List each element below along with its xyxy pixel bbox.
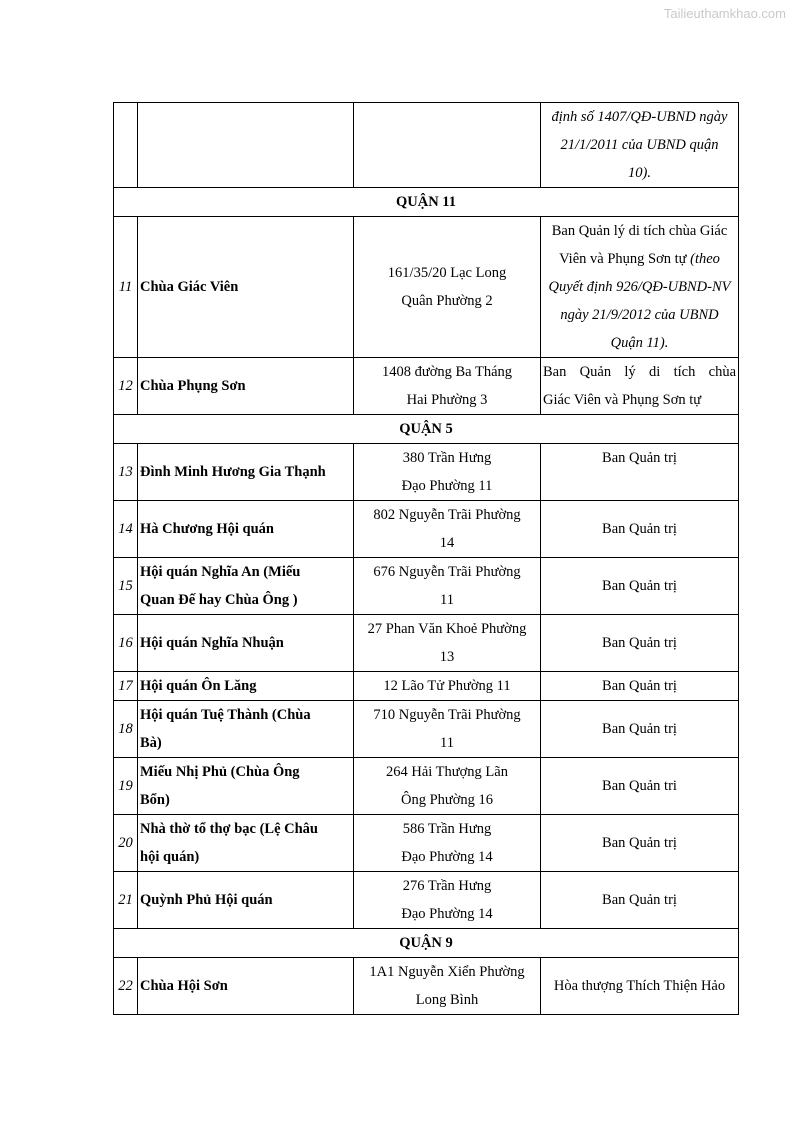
table-row [114, 103, 739, 188]
site-address: 264 Hải Thượng Lãn Ông Phường 16 [354, 758, 541, 815]
section-title: QUẬN 5 [114, 415, 739, 444]
management-note: Ban Quản trị [541, 615, 739, 672]
site-name: Hội quán Nghĩa An (Miếu Quan Đế hay Chùa Ông ) [138, 558, 354, 615]
site-name: Chùa Phụng Sơn [138, 358, 354, 415]
table-row [114, 701, 739, 758]
management-note: Ban Quản lý di tích chùa Giác Viên và Phụng Sơn tự (theo Quyết định 926/QĐ-UBND-NV ngày 21/9/2012 của UBND Quận 11). [541, 217, 739, 358]
site-address: 676 Nguyễn Trãi Phường 11 [354, 558, 541, 615]
site-address: 1408 đường Ba Tháng Hai Phường 3 [354, 358, 541, 415]
site-name: Hà Chương Hội quán [138, 501, 354, 558]
site-address: 710 Nguyễn Trãi Phường 11 [354, 701, 541, 758]
site-name: Đình Minh Hương Gia Thạnh [138, 444, 354, 501]
section-header [114, 415, 739, 444]
site-name: Chùa Giác Viên [138, 217, 354, 358]
row-number: 11 [114, 217, 138, 358]
table-row [114, 815, 739, 872]
table-row [114, 501, 739, 558]
row-number: 16 [114, 615, 138, 672]
site-address: 802 Nguyễn Trãi Phường 14 [354, 501, 541, 558]
watermark: Tailieuthamkhao.com [663, 6, 786, 21]
site-name: Hội quán Nghĩa Nhuận [138, 615, 354, 672]
table-row [114, 872, 739, 929]
row-number: 12 [114, 358, 138, 415]
row-number: 22 [114, 958, 138, 1015]
row-number: 19 [114, 758, 138, 815]
table-row [114, 672, 739, 701]
site-address: 161/35/20 Lạc Long Quân Phường 2 [354, 217, 541, 358]
row-number: 17 [114, 672, 138, 701]
table-row [114, 558, 739, 615]
table-row [114, 217, 739, 358]
site-address [354, 103, 541, 188]
site-address: 1A1 Nguyễn Xiển Phường Long Bình [354, 958, 541, 1015]
management-note: Ban Quản tri [541, 758, 739, 815]
site-name: Miếu Nhị Phủ (Chùa Ông Bổn) [138, 758, 354, 815]
monument-table [113, 102, 739, 1015]
row-number: 13 [114, 444, 138, 501]
row-number: 21 [114, 872, 138, 929]
management-note: Ban Quản trị [541, 558, 739, 615]
row-number: 14 [114, 501, 138, 558]
section-title: QUẬN 11 [114, 188, 739, 217]
site-name: Chùa Hội Sơn [138, 958, 354, 1015]
row-number [114, 103, 138, 188]
row-number: 20 [114, 815, 138, 872]
management-note: định số 1407/QĐ-UBND ngày 21/1/2011 của UBND quận 10). [541, 103, 739, 188]
management-note: Ban Quản trị [541, 444, 739, 501]
site-name: Hội quán Ôn Lăng [138, 672, 354, 701]
site-name: Quỳnh Phủ Hội quán [138, 872, 354, 929]
site-name: Nhà thờ tổ thợ bạc (Lệ Châu hội quán) [138, 815, 354, 872]
row-number: 15 [114, 558, 138, 615]
management-note: Hòa thượng Thích Thiện Hảo [541, 958, 739, 1015]
table-row [114, 958, 739, 1015]
section-header [114, 929, 739, 958]
table-row [114, 615, 739, 672]
site-address: 27 Phan Văn Khoẻ Phường 13 [354, 615, 541, 672]
site-address: 586 Trần Hưng Đạo Phường 14 [354, 815, 541, 872]
row-number: 18 [114, 701, 138, 758]
management-note: Ban Quản trị [541, 872, 739, 929]
management-note: Ban Quản trị [541, 501, 739, 558]
section-title: QUẬN 9 [114, 929, 739, 958]
management-note: Ban Quản trị [541, 672, 739, 701]
site-name [138, 103, 354, 188]
section-header [114, 188, 739, 217]
table-row [114, 758, 739, 815]
table-row [114, 444, 739, 501]
management-note: Ban Quản lý di tích chùa Giác Viên và Phụng Sơn tự [541, 358, 739, 415]
management-note: Ban Quản trị [541, 701, 739, 758]
site-address: 12 Lão Tử Phường 11 [354, 672, 541, 701]
management-note: Ban Quản trị [541, 815, 739, 872]
site-name: Hội quán Tuệ Thành (Chùa Bà) [138, 701, 354, 758]
site-address: 380 Trần Hưng Đạo Phường 11 [354, 444, 541, 501]
site-address: 276 Trần Hưng Đạo Phường 14 [354, 872, 541, 929]
table-row [114, 358, 739, 415]
